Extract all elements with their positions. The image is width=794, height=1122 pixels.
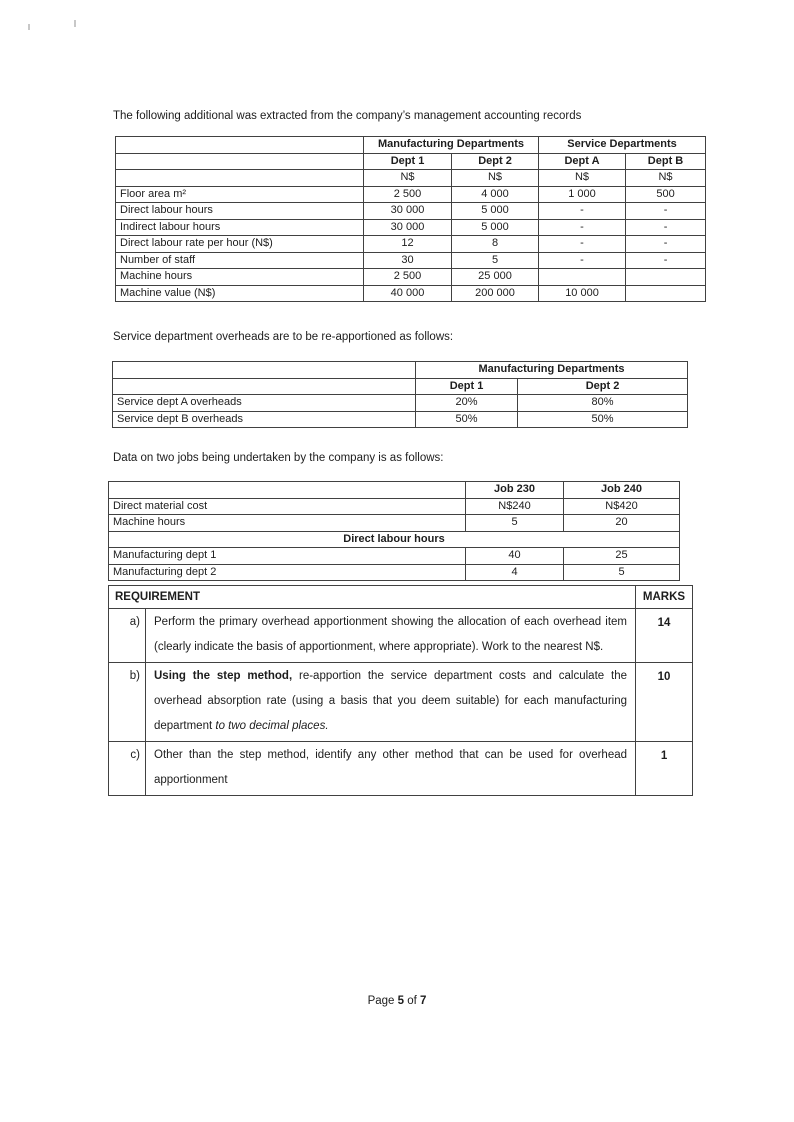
- jobs-table: [108, 481, 680, 581]
- value-cell: 5: [452, 252, 539, 269]
- group-header-service: Service Departments: [539, 137, 706, 154]
- jobs-header-row: [109, 482, 680, 499]
- value-cell: 50%: [518, 411, 688, 428]
- row-label: Direct material cost: [109, 498, 466, 515]
- footer-total-pages: 7: [420, 995, 427, 1007]
- value-cell: -: [626, 236, 706, 253]
- table-row: [116, 236, 706, 253]
- table-row: [116, 285, 706, 302]
- requirement-id: c): [109, 742, 146, 796]
- records-dept-header-row: [116, 153, 706, 170]
- footer-page-number: 5: [397, 995, 405, 1007]
- table-row: [116, 203, 706, 220]
- marks-value: 10: [636, 663, 693, 742]
- value-cell: 4: [466, 564, 564, 581]
- records-intro-text: The following additional was extracted from the company’s management accounting records: [113, 110, 582, 122]
- row-label: Service dept A overheads: [113, 395, 416, 412]
- marks-header: MARKS: [636, 586, 693, 609]
- reapportion-group-header-row: [113, 362, 688, 379]
- col-header-deptB: Dept B: [626, 153, 706, 170]
- requirement-bold-lead: Using the step method,: [154, 670, 293, 682]
- row-label: Number of staff: [116, 252, 364, 269]
- blank-cell: [116, 170, 364, 187]
- blank-cell: [113, 362, 416, 379]
- table-row: [116, 186, 706, 203]
- col-header-dept1: Dept 1: [416, 378, 518, 395]
- section-header-direct-labour-hours: Direct labour hours: [109, 531, 680, 548]
- value-cell: -: [539, 252, 626, 269]
- value-cell: 8: [452, 236, 539, 253]
- marks-value: 1: [636, 742, 693, 796]
- page-footer: [0, 995, 794, 1007]
- value-cell: N$420: [564, 498, 680, 515]
- table-row: [109, 515, 680, 532]
- footer-of-word: of: [404, 995, 421, 1007]
- col-header-dept2: Dept 2: [518, 378, 688, 395]
- value-cell: [626, 285, 706, 302]
- value-cell: 4 000: [452, 186, 539, 203]
- table-row: [109, 564, 680, 581]
- value-cell: 10 000: [539, 285, 626, 302]
- footer-page-word: Page: [367, 995, 398, 1007]
- table-row: [109, 498, 680, 515]
- value-cell: 20%: [416, 395, 518, 412]
- requirement-id: b): [109, 663, 146, 742]
- requirement-text: [146, 663, 636, 742]
- row-label: Machine value (N$): [116, 285, 364, 302]
- reapportion-table: [112, 361, 688, 428]
- value-cell: 5 000: [452, 219, 539, 236]
- currency-cell: N$: [626, 170, 706, 187]
- value-cell: 50%: [416, 411, 518, 428]
- scan-artifact: [74, 20, 76, 27]
- row-label: Direct labour hours: [116, 203, 364, 220]
- value-cell: -: [539, 236, 626, 253]
- requirement-row-c: [109, 742, 693, 796]
- records-table: [115, 136, 706, 302]
- value-cell: 200 000: [452, 285, 539, 302]
- blank-cell: [109, 482, 466, 499]
- requirement-body: re-apportion the service department costs and calculate the overhead absorption rate (using a basis that you deem suitable) for each manufacturing department: [154, 670, 628, 732]
- value-cell: 25: [564, 548, 680, 565]
- col-header-dept2: Dept 2: [452, 153, 539, 170]
- value-cell: 40 000: [364, 285, 452, 302]
- value-cell: 5: [564, 564, 680, 581]
- requirement-row-b: [109, 663, 693, 742]
- col-header-job240: Job 240: [564, 482, 680, 499]
- value-cell: 30 000: [364, 203, 452, 220]
- value-cell: 500: [626, 186, 706, 203]
- row-label: Machine hours: [109, 515, 466, 532]
- value-cell: 80%: [518, 395, 688, 412]
- table-row: [116, 252, 706, 269]
- blank-cell: [113, 378, 416, 395]
- group-header-manufacturing: Manufacturing Departments: [416, 362, 688, 379]
- value-cell: 2 500: [364, 269, 452, 286]
- value-cell: [626, 269, 706, 286]
- row-label: Indirect labour hours: [116, 219, 364, 236]
- reapportion-dept-header-row: [113, 378, 688, 395]
- value-cell: 5: [466, 515, 564, 532]
- requirements-table: [108, 585, 693, 796]
- requirement-row-a: [109, 609, 693, 663]
- row-label: Manufacturing dept 1: [109, 548, 466, 565]
- col-header-job230: Job 230: [466, 482, 564, 499]
- jobs-section-header-row: [109, 531, 680, 548]
- value-cell: -: [626, 203, 706, 220]
- requirement-body: Perform the primary overhead apportionment showing the allocation of each overhead item (clearly indicate the basis of apportionment, where appropriate). Work to the nearest N$.: [154, 616, 628, 653]
- requirement-text: [146, 742, 636, 796]
- table-row: [113, 411, 688, 428]
- blank-cell: [116, 137, 364, 154]
- value-cell: -: [539, 219, 626, 236]
- records-group-header-row: [116, 137, 706, 154]
- value-cell: -: [626, 219, 706, 236]
- currency-cell: N$: [539, 170, 626, 187]
- table-row: [113, 395, 688, 412]
- reapportion-intro-text: Service department overheads are to be re-apportioned as follows:: [113, 331, 454, 343]
- requirement-header: REQUIREMENT: [109, 586, 636, 609]
- table-row: [116, 219, 706, 236]
- value-cell: 30: [364, 252, 452, 269]
- table-row: [109, 548, 680, 565]
- value-cell: N$240: [466, 498, 564, 515]
- value-cell: 40: [466, 548, 564, 565]
- row-label: Machine hours: [116, 269, 364, 286]
- row-label: Service dept B overheads: [113, 411, 416, 428]
- blank-cell: [116, 153, 364, 170]
- group-header-manufacturing: Manufacturing Departments: [364, 137, 539, 154]
- jobs-intro-text: Data on two jobs being undertaken by the company is as follows:: [113, 452, 444, 464]
- currency-cell: N$: [364, 170, 452, 187]
- scan-artifact: [28, 24, 30, 30]
- table-row: [116, 269, 706, 286]
- value-cell: 25 000: [452, 269, 539, 286]
- marks-value: 14: [636, 609, 693, 663]
- value-cell: [539, 269, 626, 286]
- value-cell: 30 000: [364, 219, 452, 236]
- value-cell: 20: [564, 515, 680, 532]
- value-cell: -: [539, 203, 626, 220]
- col-header-dept1: Dept 1: [364, 153, 452, 170]
- col-header-deptA: Dept A: [539, 153, 626, 170]
- row-label: Floor area m²: [116, 186, 364, 203]
- value-cell: 1 000: [539, 186, 626, 203]
- records-currency-row: [116, 170, 706, 187]
- row-label: Manufacturing dept 2: [109, 564, 466, 581]
- row-label: Direct labour rate per hour (N$): [116, 236, 364, 253]
- requirement-body: Other than the step method, identify any other method that can be used for overhead apportionment: [154, 749, 628, 786]
- value-cell: 2 500: [364, 186, 452, 203]
- value-cell: -: [626, 252, 706, 269]
- requirements-header-row: [109, 586, 693, 609]
- requirement-italic-tail: to two decimal places.: [215, 720, 329, 732]
- value-cell: 12: [364, 236, 452, 253]
- requirement-id: a): [109, 609, 146, 663]
- currency-cell: N$: [452, 170, 539, 187]
- requirement-text: [146, 609, 636, 663]
- value-cell: 5 000: [452, 203, 539, 220]
